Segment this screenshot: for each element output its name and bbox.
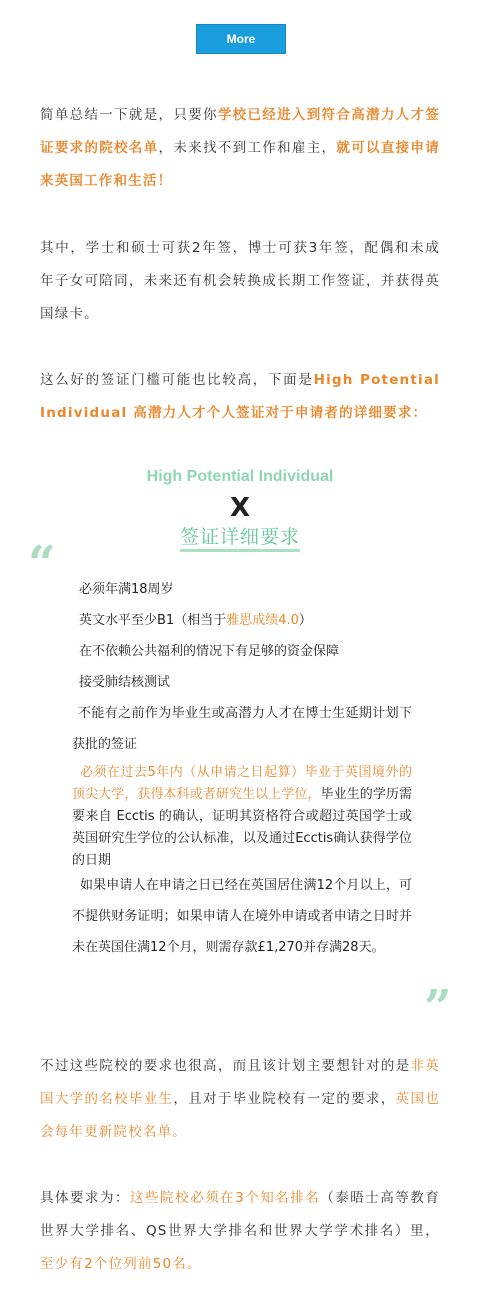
intro-text: ，未来找不到工作和雇主，: [158, 140, 337, 156]
close-quote-icon: ”: [424, 980, 452, 1036]
intro-text: 这么好的签证门槛可能也比较高，下面是: [40, 372, 314, 388]
intro-paragraph-3: [40, 364, 440, 430]
open-quote-icon: “: [28, 536, 56, 592]
intro-paragraph-1: [40, 99, 440, 198]
requirement-item: 在不依赖公共福利的情况下有足够的资金保障: [79, 644, 340, 659]
section-subtitle: 签证详细要求: [0, 522, 480, 549]
outro-paragraph-2: 具体要求为：这些院校必须在3个知名排名（泰晤士高等教育世界大学排名、QS世界大学排名和世界大学学术排名）里，至少有2个位列前50名。: [40, 1190, 440, 1272]
requirement-item: 必须在过去5年内（从申请之日起算）毕业于英国境外的顶尖大学，获得本科或者研究生以上学位，毕业生的学历需要来自 Ecctis 的确认，证明其资格符合或超过英国学士或英国研究生学位的公认标准，以及通过Ecctis确认获得学位的日期: [72, 765, 412, 868]
outro-paragraph-1: 不过这些院校的要求也很高，而且该计划主要想针对的是非英国大学的名校毕业生，且对于毕业院校有一定的要求，英国也会每年更新院校名单。: [40, 1058, 441, 1140]
requirement-item: 接受肺结核测试: [79, 675, 171, 690]
section-title: High Potential Individual: [146, 468, 334, 485]
requirement-item: 如果申请人在申请之日已经在英国居住满12个月以上，可不提供财务证明；如果申请人在境外申请或者申请之日时并未在英国住满12个月，则需存款£1,270并存满28天。: [72, 878, 412, 955]
requirement-item: 不能有之前作为毕业生或高潜力人才在博士生延期计划下获批的签证: [72, 706, 412, 752]
intro-highlight: 就可以直接申请来英国工作和生活！: [40, 140, 440, 189]
intro-highlight: 学校已经进入到符合高潜力人才签证要求的院校名单: [40, 107, 440, 156]
close-icon: X: [229, 493, 251, 523]
intro-paragraph-2: 其中，学士和硕士可获2年签，博士可获3年签，配偶和未成年子女可陪同，未来还有机会转换成长期工作签证，并获得英国绿卡。: [40, 240, 440, 322]
more-button[interactable]: More: [196, 24, 286, 54]
intro-highlight: High Potential Individual 高潜力人才个人签证对于申请者的详细要求：: [40, 372, 440, 421]
intro-text: 简单总结一下就是，只要你: [40, 107, 218, 123]
requirement-item: 必须年满18周岁: [79, 582, 174, 597]
requirement-item: 英文水平至少B1（相当于雅思成绩4.0）: [79, 613, 312, 628]
